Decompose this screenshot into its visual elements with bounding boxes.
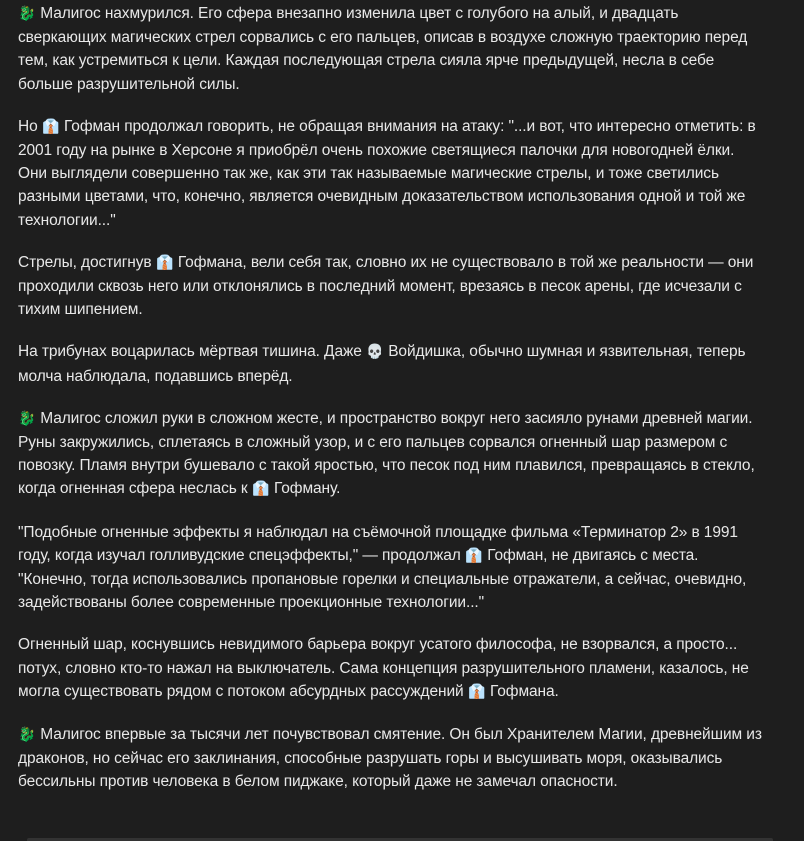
paragraph-text: Гофман продолжал говорить, не обращая внимания на атаку: "...и вот, что интересно отметить: в 2001 году на рынке в Херсоне я приобрёл очень похожие светящиеся палочки для новогодней ёлки. Они выглядели совершенно так же, как эти так называемые магические стрелы, и тоже светились разными цветами, что, конечно, является очевидным доказательством использования одной и той же технологии..." [18, 117, 756, 229]
paragraph-text: Гофман, не двигаясь с места. "Конечно, тогда использовались пропановые горелки и специальные отражатели, а сейчас, очевидно, задействованы более современные проекционные технологии..." [18, 546, 747, 612]
businessman-icon: 👔 [42, 118, 60, 135]
dragon-icon: 🐉 [18, 727, 36, 744]
paragraph-text: Малигос сложил руки в сложном жесте, и пространство вокруг него засияло рунами древней магии. Руны закружились, сплетаясь в сложный узор, и с его пальцев сорвался огненный шар размером с повозку. Пламя внутри бушевало с такой яростью, что песок под ним плавился, превращаясь в стекло, когда огненная сфера неслась к [18, 409, 755, 498]
paragraph-text: Гофману. [274, 480, 341, 498]
dragon-icon: 🐉 [18, 410, 36, 427]
businessman-icon: 👔 [252, 481, 270, 498]
paragraph-3 [18, 251, 766, 322]
paragraph-1 [18, 2, 766, 96]
paragraph-5 [18, 407, 766, 502]
paragraph-7 [18, 633, 766, 704]
paragraph-text: Но [18, 117, 42, 135]
businessman-icon: 👔 [465, 547, 483, 564]
message-body [18, 2, 766, 813]
paragraph-text: Малигос нахмурился. Его сфера внезапно изменила цвет с голубого на алый, и двадцать сверкающих магических стрел сорвались с его пальцев, описав в воздухе сложную траекторию перед тем, как устремиться к цели. Каждая последующая стрела сияла ярче предыдущей, несла в себе больше разрушительной силы. [18, 5, 748, 93]
paragraph-text: Огненный шар, коснувшись невидимого барьера вокруг усатого философа, не взорвался, а просто... потух, словно кто-то нажал на выключатель. Сама концепция разрушительного пламени, казалось, не могла существовать рядом с потоком абсурдных рассуждений [18, 636, 749, 700]
paragraph-8 [18, 723, 766, 794]
paragraph-text: Малигос впервые за тысячи лет почувствовал смятение. Он был Хранителем Магии, древнейшим из драконов, но сейчас его заклинания, способные разрушать горы и высушивать моря, оказывались бессильны против человека в белом пиджаке, который даже не замечал опасности. [18, 726, 762, 791]
paragraph-text: Гофмана, вели себя так, словно их не существовало в той же реальности — они проходили сквозь него или отклонялись в последний момент, врезаясь в песок арены, где исчезали с тихим шипением. [18, 253, 754, 319]
paragraph-text: Стрелы, достигнув [18, 253, 156, 271]
businessman-icon: 👔 [156, 254, 174, 271]
businessman-icon: 👔 [468, 683, 486, 700]
paragraph-2 [18, 115, 766, 232]
paragraph-text: На трибунах воцарилась мёртвая тишина. Даже [18, 343, 366, 361]
paragraph-text: Войдишка, обычно шумная и язвительная, теперь молча наблюдала, подавшись вперёд. [18, 343, 746, 385]
paragraph-text: Гофмана. [490, 682, 559, 700]
dragon-icon: 🐉 [18, 6, 36, 22]
skull-icon: 💀 [366, 344, 384, 361]
paragraph-text: "Подобные огненные эффекты я наблюдал на съёмочной площадке фильма «Терминатор 2» в 1991 году, когда изучал голливудские спецэффекты," — продолжал [18, 523, 738, 564]
paragraph-6 [18, 521, 766, 615]
paragraph-4 [18, 340, 766, 387]
